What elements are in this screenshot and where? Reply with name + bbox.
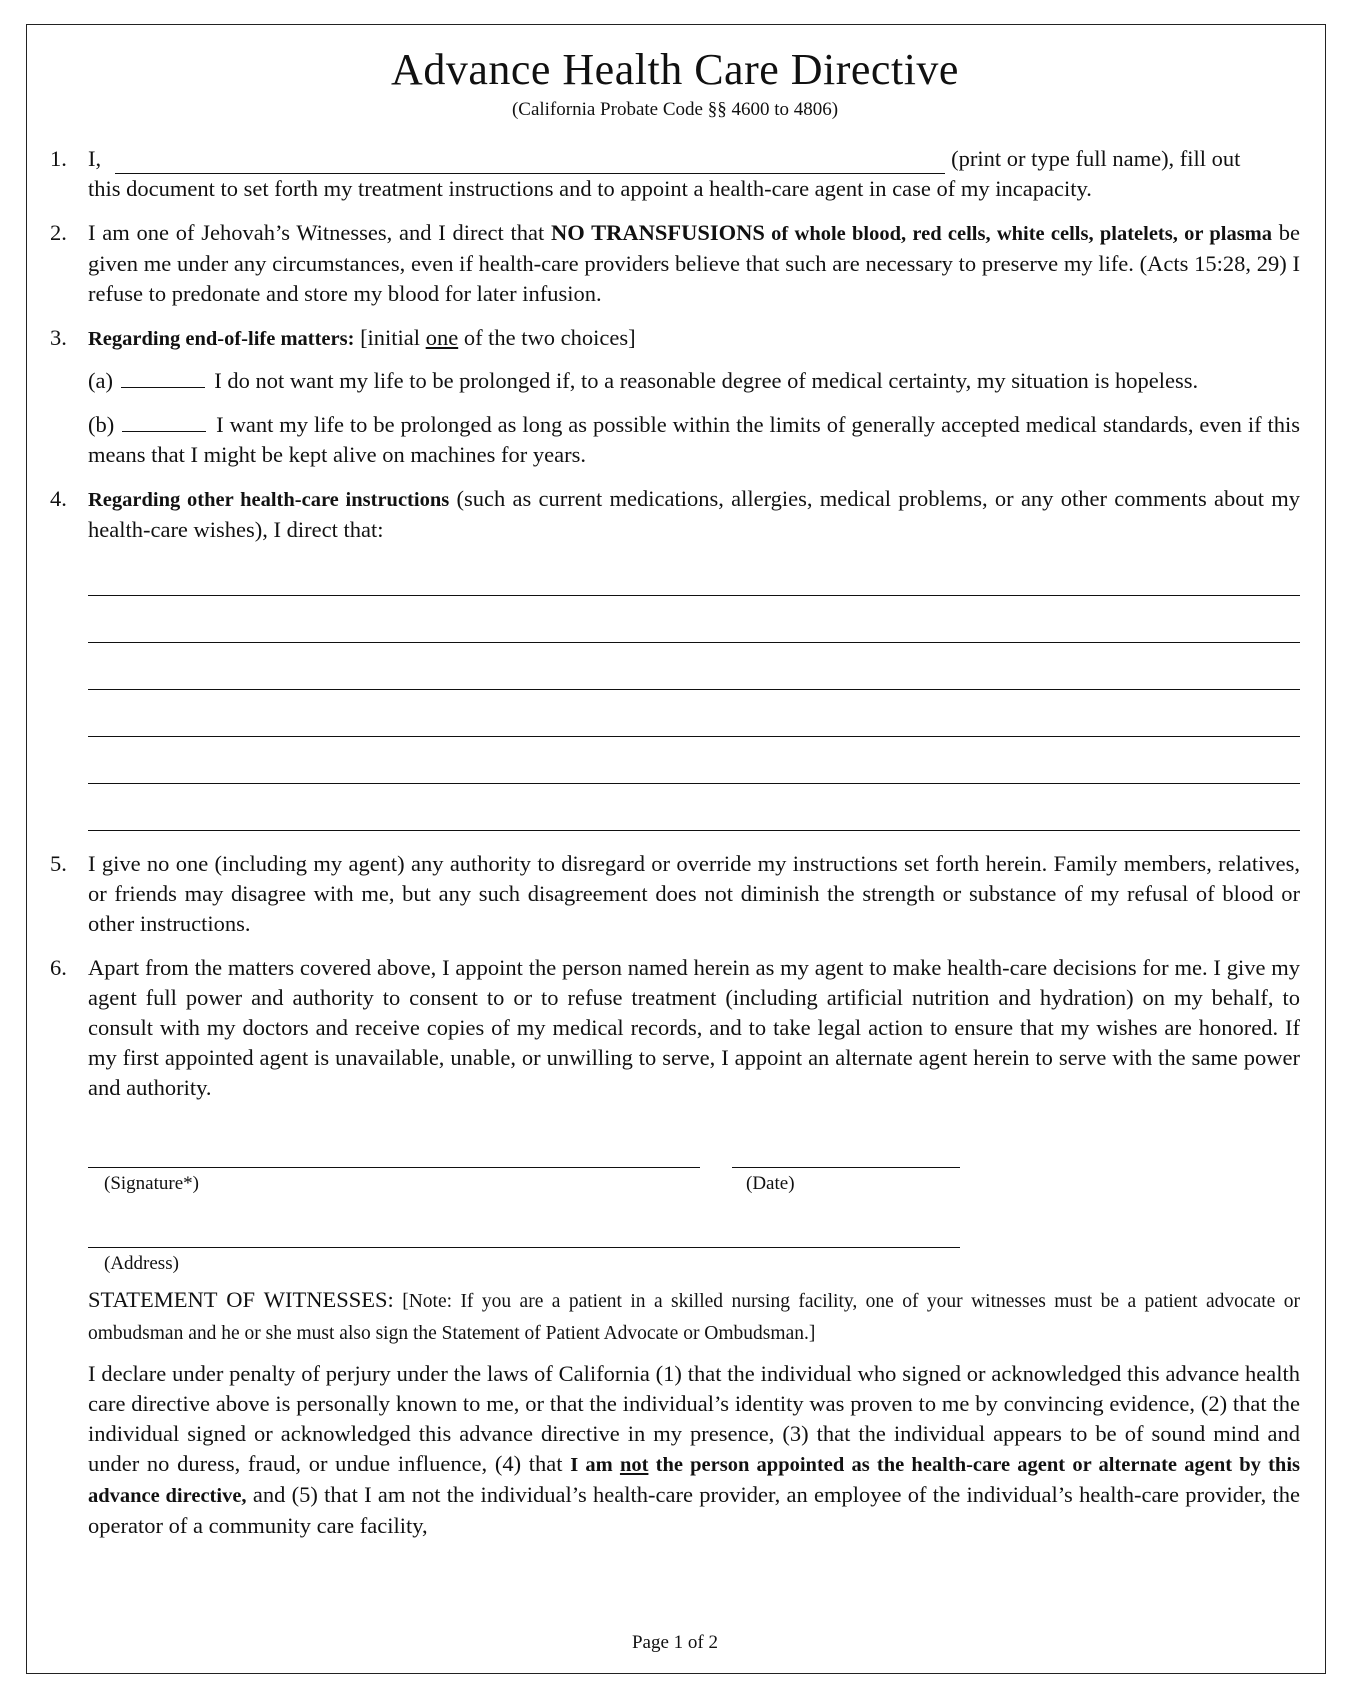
- signature-field[interactable]: [88, 1143, 700, 1168]
- address-field[interactable]: [88, 1223, 960, 1248]
- item-3-underlined: one: [425, 325, 459, 350]
- instruction-line[interactable]: [88, 784, 1300, 831]
- witness-statement-heading: [50, 1285, 1300, 1349]
- item-5: [50, 849, 1300, 939]
- item-1: [50, 144, 1300, 204]
- item-2: [50, 218, 1300, 309]
- item-1-label: (print or type full name), fill out: [951, 146, 1241, 171]
- item-1-text: this document to set forth my treatment instructions and to appoint a health-care agent in case of my incapacity.: [88, 176, 1092, 201]
- page-title: Advance Health Care Directive: [391, 45, 959, 94]
- address-label: (Address): [104, 1253, 179, 1274]
- instruction-line[interactable]: [88, 690, 1300, 737]
- signature-label: (Signature*): [104, 1173, 199, 1194]
- item-6-text: Apart from the matters covered above, I appoint the person named herein as my agent to make health-care decisions for me. I give my agent full power and authority to consent to or to refuse treatment (including artificial nutrition and hydration) on my behalf, to consult with my doctors and receive copies of my medical records, and to take legal action to ensure that my wishes are honored. If my first appointed agent is unavailable, unable, or unwilling to serve, I appoint an alternate agent herein to serve with the same power and authority.: [88, 955, 1300, 1100]
- instruction-line[interactable]: [88, 737, 1300, 784]
- item-3-bold: Regarding end-of-life matters:: [88, 328, 355, 350]
- item-number: 3.: [50, 325, 67, 350]
- item-number: 1.: [50, 146, 67, 171]
- option-b: [50, 410, 1300, 470]
- signature-row: [88, 1143, 1300, 1203]
- witness-note: [Note: If you are a patient in a skilled nursing facility, one of your witnesses must be a patient advocate or ombudsman and he or she must also sign the Statement of Patient Advocate or Ombudsman.]: [88, 1291, 1300, 1344]
- option-a-initial-field[interactable]: [121, 367, 205, 388]
- item-3-text: of the two choices]: [458, 325, 636, 350]
- item-number: 2.: [50, 220, 67, 245]
- item-number: 4.: [50, 486, 67, 511]
- option-b-label: (b): [88, 412, 115, 437]
- witness-heading: STATEMENT OF WITNESSES:: [88, 1287, 394, 1312]
- item-2-text: I am one of Jehovah’s Witnesses, and I direct that: [88, 220, 552, 245]
- item-2-bold: of whole blood, red cells, white cells, platelets, or plasma: [764, 223, 1273, 245]
- date-field[interactable]: [732, 1143, 960, 1168]
- page-subtitle: (California Probate Code §§ 4600 to 4806): [511, 99, 839, 120]
- item-5-text: I give no one (including my agent) any authority to disregard or override my instructions set forth herein. Family members, relatives, or friends may disagree with me, but any such disagreement does not diminish the strength or substance of my refusal of blood or other instructions.: [88, 851, 1300, 936]
- full-name-field[interactable]: [115, 153, 945, 174]
- item-6: [50, 953, 1300, 1103]
- item-4-bold: Regarding other health-care instructions: [88, 489, 450, 511]
- witness-bold-underlined: not: [619, 1454, 649, 1476]
- witness-text: and (5) that I am not the individual’s health-care provider, an employee of the individual’s health-care provider, the operator of a community care facility,: [88, 1482, 1300, 1538]
- item-1-lead: I,: [88, 146, 102, 171]
- witness-bold: I am: [570, 1454, 620, 1476]
- address-row: [88, 1223, 1300, 1275]
- item-number: 6.: [50, 955, 67, 980]
- instructions-lines: [88, 549, 1300, 831]
- option-a-label: (a): [88, 368, 113, 393]
- item-2-bold: NO TRANSFUSIONS: [551, 220, 765, 245]
- witness-declaration: [50, 1359, 1300, 1541]
- witness-text: I declare under penalty of perjury under the laws of California (1) that the individual who signed or acknowledged this advance health care directive above is personally known to me, or that the individual’s identity was proven to me by convincing evidence, (2) that the individual signed or acknowledged this advance directive in my presence, (3) that the individual appears to be of sound mind and under no duress, fraud, or undue influence, (4) that: [88, 1361, 1300, 1476]
- instruction-line[interactable]: [88, 596, 1300, 643]
- option-b-text: I want my life to be prolonged as long as possible within the limits of generally accepted medical standards, even if this means that I might be kept alive on machines for years.: [88, 412, 1301, 467]
- instruction-line[interactable]: [88, 643, 1300, 690]
- item-3-text: [initial: [354, 325, 426, 350]
- instruction-line[interactable]: [88, 549, 1300, 596]
- page-number: Page 1 of 2: [631, 1632, 718, 1653]
- item-3: [50, 323, 1300, 354]
- option-b-initial-field[interactable]: [122, 411, 206, 432]
- option-a-text: I do not want my life to be prolonged if, to a reasonable degree of medical certainty, my situation is hopeless.: [214, 368, 1199, 393]
- witness-bold: the person appointed as the health-care agent or alternate agent by this advance directive,: [88, 1454, 1300, 1507]
- date-label: (Date): [746, 1173, 795, 1194]
- item-4: [50, 484, 1300, 545]
- document-body: [50, 42, 1300, 1551]
- item-2-text: be given me under any circumstances, even if health-care providers believe that such are necessary to preserve my life. (Acts 15:28, 29) I refuse to predonate and store my blood for later infusion.: [88, 220, 1301, 306]
- item-number: 5.: [50, 851, 67, 876]
- item-4-text: (such as current medications, allergies, medical problems, or any other comments about my health-care wishes), I direct that:: [88, 486, 1300, 542]
- option-a: [50, 366, 1300, 396]
